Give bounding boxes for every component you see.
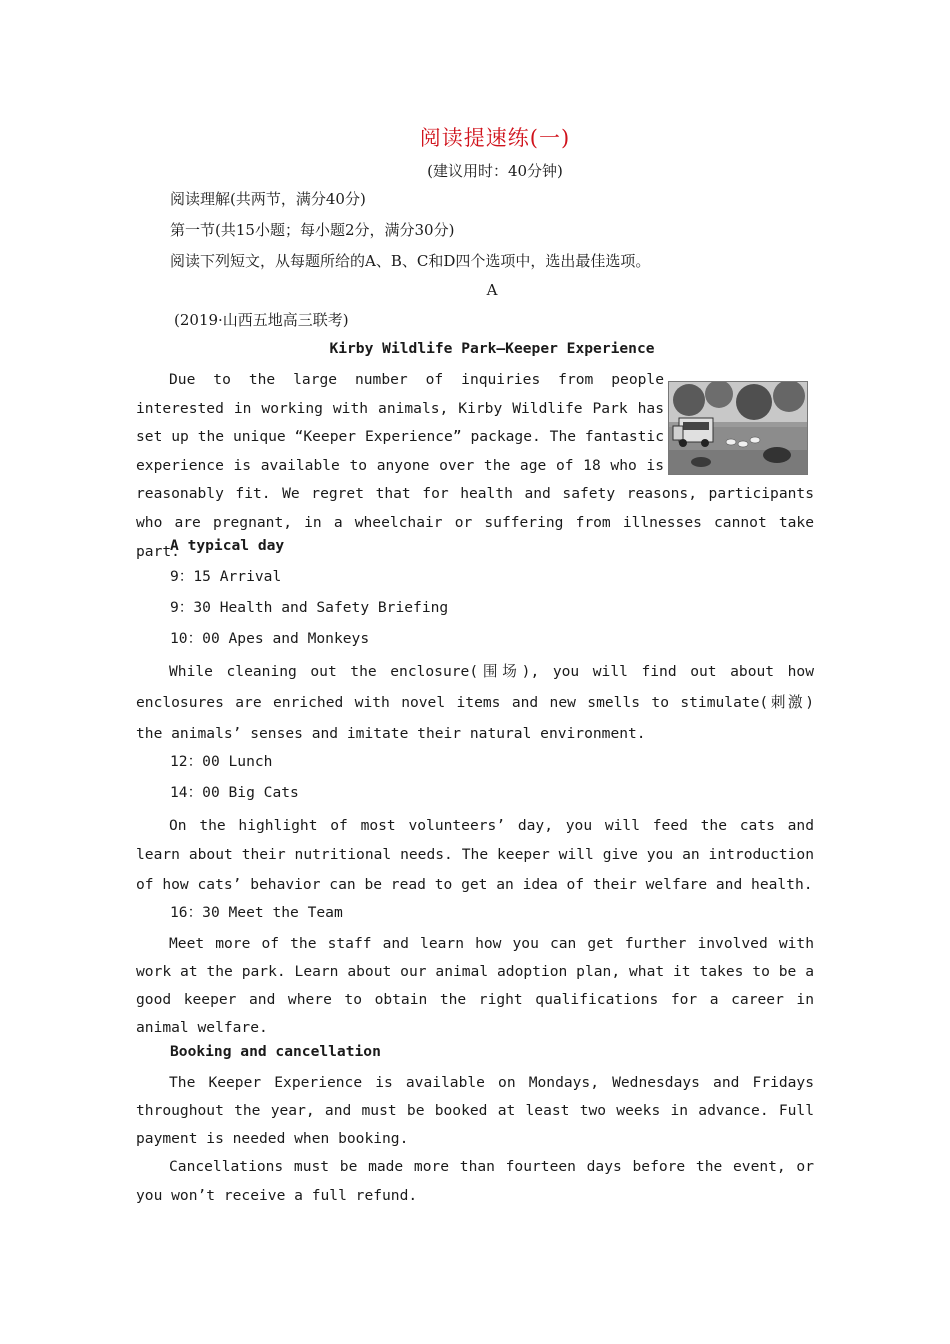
meet-team-description-text: Meet more of the staff and learn how you can get further involved with work at the park. Learn about our animal adoption plan, what it takes to be a good keeper and where to obtain the right qualifications for a career in animal welfare.: [136, 935, 814, 1036]
apes-description-text: While cleaning out the enclosure(围场), you will find out about how enclosures are enriched with novel items and new smells to stimulate(刺激) the animals’ senses and imitate their natural environment.: [136, 663, 814, 742]
page-title: 阅读提速练(一): [419, 126, 571, 150]
big-cats-description: [136, 811, 814, 899]
schedule-apes: 10：00 Apes and Monkeys: [170, 630, 370, 647]
passage-source: (2019·山西五地高三联考): [174, 311, 349, 329]
booking-heading: Booking and cancellation: [170, 1043, 381, 1060]
booking-paragraph-1: [136, 1069, 814, 1153]
directions-text: 阅读下列短文，从每题所给的A、B、C和D四个选项中，选出最佳选项。: [170, 252, 651, 270]
suggested-time: (建议用时：40分钟): [427, 162, 563, 180]
booking-paragraph-2-text: Cancellations must be made more than fourteen days before the event, or you won’t receive a full refund.: [136, 1158, 814, 1204]
schedule-lunch: 12：00 Lunch: [170, 753, 273, 770]
schedule-big-cats: 14：00 Big Cats: [170, 784, 299, 801]
booking-paragraph-2: [136, 1152, 814, 1210]
schedule-meet-team: 16：30 Meet the Team: [170, 904, 343, 921]
booking-paragraph-1-text: The Keeper Experience is available on Mondays, Wednesdays and Fridays throughout the year, and must be booked at least two weeks in advance. Full payment is needed when booking.: [136, 1074, 814, 1147]
part-heading: 第一节(共15小题；每小题2分，满分30分): [170, 221, 455, 239]
intro-text-content: Due to the large number of inquiries from people interested in working with animals, Kirby Wildlife Park has set up the unique “Keeper Experience” package. The fantastic experience is available to anyone over the age of 18 who is reasonably fit. We regret that for health and safety reasons, participants who are pregnant, in a wheelchair or suffering from illnesses cannot take part.: [136, 371, 814, 560]
typical-day-heading: A typical day: [170, 537, 285, 554]
apes-description: [136, 656, 814, 749]
passage-letter: A: [486, 281, 498, 299]
section-heading: 阅读理解(共两节，满分40分): [170, 190, 366, 208]
schedule-briefing: 9：30 Health and Safety Briefing: [170, 599, 449, 616]
big-cats-description-text: On the highlight of most volunteers’ day, you will feed the cats and learn about their nutritional needs. The keeper will give you an introduction of how cats’ behavior can be read to get an idea of their welfare and health.: [136, 817, 814, 893]
meet-team-description: [136, 930, 814, 1042]
schedule-arrival: 9：15 Arrival: [170, 568, 282, 585]
passage-heading: Kirby Wildlife Park—Keeper Experience: [329, 340, 655, 357]
